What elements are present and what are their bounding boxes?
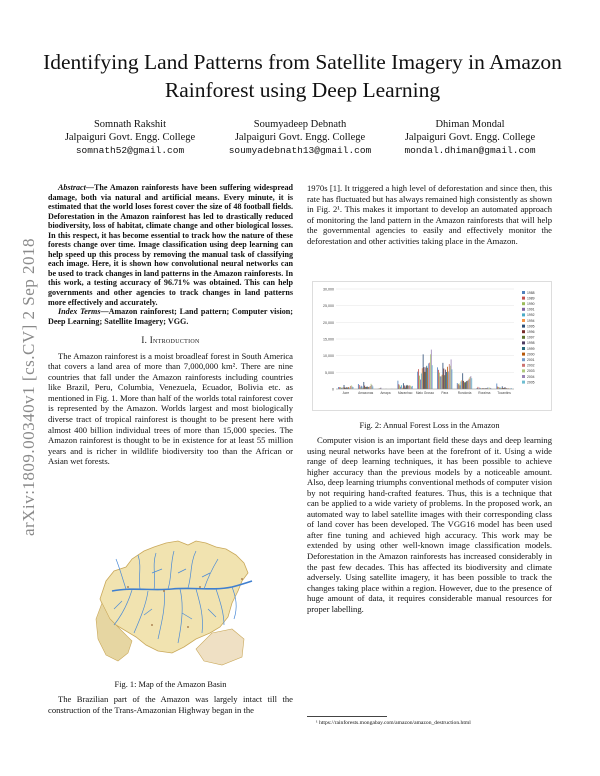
legend-swatch: [522, 308, 525, 311]
bar: [468, 380, 469, 389]
bar: [407, 385, 408, 389]
bar: [502, 386, 503, 389]
bar: [428, 363, 429, 389]
section-heading: I. Introduction: [141, 335, 200, 346]
legend-label: 1988: [527, 290, 535, 295]
footnote-rule: [307, 716, 387, 717]
bar: [457, 383, 458, 389]
bar: [368, 387, 369, 389]
y-tick-label: 30,000: [323, 287, 334, 292]
author-name: Somnath Rakshit: [93, 119, 167, 130]
bar: [401, 385, 402, 389]
bar: [461, 380, 462, 389]
legend-swatch: [522, 364, 525, 367]
intro-paragraph-2-container: [48, 694, 293, 715]
x-tick-label: Roraima: [478, 391, 491, 395]
bar: [406, 386, 407, 389]
bar: [370, 386, 371, 389]
footnote: ¹ https://rainforests.mongabay.com/amazon/amazon_destruction.html: [316, 720, 471, 726]
bar: [411, 387, 412, 390]
bar: [449, 364, 450, 389]
legend-label: 2004: [527, 374, 535, 379]
x-tick-label: Amazonas: [358, 391, 374, 395]
bar: [496, 384, 497, 390]
bar: [430, 354, 431, 389]
figure-1-map: [92, 529, 258, 669]
legend-swatch: [522, 297, 525, 300]
bar: [429, 363, 430, 389]
bar: [362, 386, 363, 389]
bar: [431, 350, 432, 389]
legend-label: 1989: [527, 296, 535, 301]
y-tick-label: 10,000: [323, 354, 334, 359]
bar: [353, 387, 354, 389]
x-tick-label: Mato Grosso: [415, 391, 435, 395]
legend-label: 1997: [527, 335, 535, 340]
bar: [450, 366, 451, 389]
author-affiliation: Jalpaiguri Govt. Engg. College: [404, 132, 536, 144]
bar: [466, 381, 467, 389]
y-tick-label: 0: [332, 387, 334, 392]
bar: [448, 372, 449, 389]
bar: [464, 382, 465, 389]
legend-label: 1998: [527, 341, 535, 346]
bar: [467, 381, 468, 389]
bar: [365, 387, 366, 389]
author-affiliation: Jalpaiguri Govt. Engg. College: [64, 132, 196, 144]
bar: [497, 387, 498, 389]
bar: [465, 382, 466, 389]
bar: [403, 383, 404, 389]
bar: [437, 367, 438, 389]
bar: [399, 385, 400, 389]
bar: [400, 387, 401, 389]
legend-label: 1996: [527, 330, 535, 334]
legend-label: 1990: [527, 302, 535, 306]
bar: [364, 386, 365, 389]
bar: [488, 387, 489, 389]
abstract: [48, 183, 293, 307]
bar: [408, 386, 409, 389]
figure-1-caption: Fig. 1: Map of the Amazon Basin: [114, 680, 227, 689]
bar: [471, 378, 472, 389]
bar: [419, 376, 420, 389]
legend-swatch: [522, 330, 525, 333]
bar: [344, 385, 345, 389]
legend-label: 1991: [527, 307, 535, 312]
bar: [443, 363, 444, 389]
legend-label: 2005: [527, 380, 535, 385]
legend-label: 1994: [527, 318, 535, 323]
legend-swatch: [522, 369, 525, 372]
bar: [361, 386, 362, 389]
bar: [409, 385, 410, 389]
y-tick-label: 5,000: [325, 370, 334, 375]
bar: [398, 381, 399, 389]
bar: [462, 373, 463, 389]
bar: [442, 375, 443, 389]
bar: [407, 385, 408, 389]
bar: [451, 359, 452, 389]
right-column-top: [307, 183, 552, 246]
bar: [505, 387, 506, 389]
index-terms-text: —Amazon rainforest; Land pattern; Computer vision; Deep Learning; Satellite Imagery; VGG.: [48, 307, 293, 326]
x-tick-label: Para: [441, 391, 449, 395]
author-1: [40, 118, 220, 158]
left-column: [48, 183, 293, 467]
x-tick-label: Amapa: [380, 391, 391, 395]
legend-label: 2003: [527, 369, 535, 374]
legend-label: 1999: [527, 346, 535, 351]
bar: [366, 387, 367, 389]
bar: [427, 368, 428, 389]
bar: [459, 383, 460, 389]
bar: [350, 386, 351, 389]
bar: [425, 372, 426, 389]
legend-label: 1995: [527, 324, 535, 329]
legend-swatch: [522, 336, 525, 339]
bar: [438, 370, 439, 389]
bar: [421, 373, 422, 389]
bar: [360, 387, 361, 389]
abstract-text: —The Amazon rainforests have been suffering widespread damage, both via natural and artificial means. Every minute, it is estimated that the world loses forest cover the size of 48 football fields. Deforestation in the Amazon rainforest has led to drastically reduced biodiversity, loss of habitat, climate change and other biological losses. In this respect, it has become essential to track how the nature of these forests change over time. Image classification using deep learning can help speed up this process by removing the manual task of classifying each image. Here, it is shown how convolutional neural networks can be used to track changes in land patterns in the Amazon rainforests. In this work, a testing accuracy of 96.71% was obtained. This can help governments and other agencies to track changes in land patterns more effectively and accurately.: [48, 183, 293, 307]
legend-swatch: [522, 313, 525, 316]
x-tick-label: Maranhao: [398, 391, 413, 395]
bar: [417, 372, 418, 389]
paper-title: Identifying Land Patterns from Satellite Imagery in Amazon Rainforest using Deep Learning: [43, 50, 562, 102]
bar: [498, 387, 499, 389]
author-email: somnath52@gmail.com: [75, 145, 185, 157]
arxiv-identifier: arXiv:1809.00340v1 [cs.CV] 2 Sep 2018: [19, 237, 38, 537]
index-terms-label: Index Terms: [58, 307, 101, 317]
y-tick-label: 15,000: [323, 337, 334, 342]
legend-swatch: [522, 325, 525, 328]
bar: [338, 387, 339, 389]
bar: [447, 367, 448, 389]
y-tick-label: 25,000: [323, 304, 334, 309]
bar: [446, 372, 447, 389]
intro-paragraph-1: The Amazon rainforest is a moist broadleaf forest in South America that covers a land area of more than 7,000,000 km². There are nine countries that fall under the Amazon rainforests including countries like Brazil, Peru, Columbia, Venezuela, Ecuador, Bolivia etc. as mentioned in Fig. 1. More than half of the worlds total rainforest cover is represented by the Amazon. Worlds largest and most biologically diverse tract of tropical rainforest is thought to be present here with almost 400 billion individual trees of more than 15,000 species. The Amazon rainforest is thought to be in existence for at least 55 million years and is richer in wildlife biodiversity too than the African or Asian wet forests.: [48, 350, 293, 467]
bar: [452, 369, 453, 389]
x-tick-label: Acre: [342, 391, 350, 395]
author-affiliation: Jalpaiguri Govt. Engg. College: [234, 132, 366, 144]
bar: [470, 377, 471, 389]
amazon-basin-map: [92, 529, 258, 669]
bar: [445, 370, 446, 389]
bar: [372, 385, 373, 389]
bar: [346, 387, 347, 389]
author-name: Dhiman Mondal: [435, 119, 505, 130]
bar: [469, 379, 470, 389]
legend-label: 1992: [527, 313, 535, 318]
bar: [460, 381, 461, 389]
legend-swatch: [522, 341, 525, 344]
bar: [444, 375, 445, 389]
intro-paragraph-2: The Brazilian part of the Amazon was largely intact till the construction of the Trans-Amazonian Highway began in the: [48, 694, 293, 715]
author-email: soumyadebnath13@gmail.com: [228, 145, 372, 157]
legend-swatch: [522, 291, 525, 294]
bar: [367, 387, 368, 389]
x-tick-label: Rondonia: [457, 391, 472, 395]
bar: [348, 387, 349, 389]
author-3: [380, 118, 560, 158]
bar: [398, 384, 399, 389]
bar: [420, 380, 421, 389]
bar: [412, 386, 413, 389]
legend-swatch: [522, 353, 525, 356]
legend-swatch: [522, 302, 525, 305]
legend-swatch: [522, 381, 525, 384]
legend-label: 2000: [527, 352, 535, 357]
figure-2-caption: Fig. 2: Annual Forest Loss in the Amazon: [359, 421, 500, 430]
bar: [363, 382, 364, 389]
author-name: Soumyadeep Debnath: [253, 119, 347, 130]
bar: [432, 365, 433, 389]
bar: [463, 381, 464, 389]
bar: [422, 368, 423, 389]
legend-swatch: [522, 358, 525, 361]
author-2: [210, 118, 390, 158]
bar: [358, 384, 359, 389]
bar: [404, 385, 405, 389]
bar: [371, 384, 372, 389]
bar: [372, 386, 373, 389]
y-tick-label: 20,000: [323, 320, 334, 325]
bar: [359, 385, 360, 389]
bar: [424, 367, 425, 389]
bar: [458, 384, 459, 389]
bar: [460, 385, 461, 389]
bar: [352, 387, 353, 389]
bar: [443, 369, 444, 389]
bar: [351, 385, 352, 389]
bar: [440, 376, 441, 389]
author-email: mondal.dhiman@gmail.com: [404, 145, 536, 157]
legend-label: 2001: [527, 358, 535, 362]
bar: [410, 386, 411, 389]
index-terms: [48, 307, 293, 326]
bar: [470, 376, 471, 389]
bar: [439, 373, 440, 389]
legend-label: 2002: [527, 363, 535, 368]
bar: [339, 387, 340, 389]
legend-swatch: [522, 319, 525, 322]
x-tick-label: Tocantins: [497, 391, 511, 395]
right-paragraph-1: 1970s [1]. It triggered a high level of deforestation and since then, this rate has fluctuated but has always remained high consistently as shown in Fig. 2¹. This makes it important to develop an automated approach of monitoring the land pattern in the Amazon rainforests that will help the governmental agencies to easily and effectively monitor the deforestation and other activities taking place in the Amazon.: [307, 183, 552, 246]
right-paragraph-2: Computer vision is an important field these days and deep learning using neural networks have been at the forefront of it. Using a wide range of deep learning techniques, it has been possible to achieve higher accuracy than the previous models by a noticeable amount. Also, deep learning triumphs conventional methods of computer vision by not requiring hand-crafted features. Thus, this is a technique that can be applied to a wide variety of problems. In the proposed work, an automated way to label satellite images with their corresponding class of land cover has been developed. The VGG16 model has been used after fine tuning and achieved high accuracy. This work may be extended by using other well-known image classification models. Deforestation in the Amazon rainforests has increased considerably in the past few decades. This has affected its biodiversity and climate adversely. Using satellite imagery, it has been possible to track the changes taking place within a region. However, due to the presence of huge amount of data, it requires considerable manual resources for proper labelling.: [307, 435, 552, 614]
bar: [423, 354, 424, 389]
bar: [340, 387, 341, 389]
bar: [425, 367, 426, 389]
bar: [441, 376, 442, 389]
bar: [478, 387, 479, 389]
figure-2-chart: [312, 281, 552, 411]
bar: [418, 369, 419, 389]
forest-loss-chart: [312, 281, 552, 411]
bar: [369, 387, 370, 389]
bar: [426, 366, 427, 389]
abstract-label: Abstract: [58, 183, 86, 192]
legend-swatch: [522, 347, 525, 350]
legend-swatch: [522, 375, 525, 378]
right-column-bottom: [307, 435, 552, 614]
